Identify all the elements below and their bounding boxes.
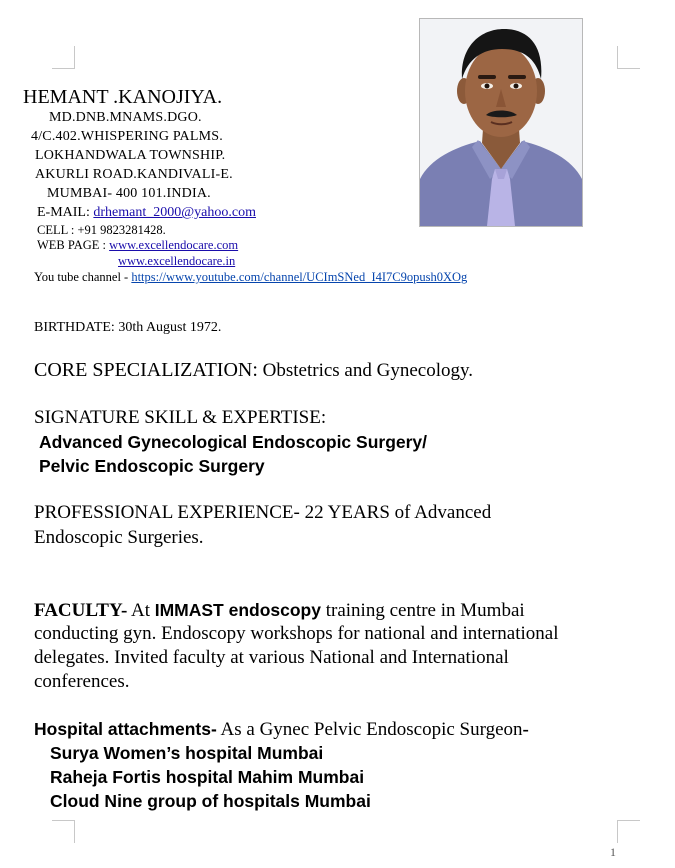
youtube-link[interactable]: https://www.youtube.com/channel/UCImSNed_I4I7C9opush0XOg [131,270,468,284]
core-value: Obstetrics and Gynecology. [257,360,473,381]
faculty-line-3: delegates. Invited faculty at various National and International [34,647,509,668]
cell-number: CELL : +91 9823281428. [37,223,166,237]
address-line-1: 4/C.402.WHISPERING PALMS. [31,129,223,144]
faculty-label: FACULTY- [34,600,128,621]
hospital-label: Hospital attachments- [34,719,217,739]
hospital-attachments [34,717,529,742]
crop-mark-top-left [52,46,75,69]
degrees: MD.DNB.MNAMS.DGO. [49,110,202,125]
faculty-line-2: conducting gyn. Endoscopy workshops for national and international [34,623,559,644]
experience-line-2: Endoscopic Surgeries. [34,527,204,548]
website-link-2[interactable]: www.excellendocare.in [118,254,236,268]
youtube-row [34,270,467,285]
profile-photo [419,18,583,227]
webpage-row [37,238,238,253]
profile-photo-illustration [420,19,582,226]
hospital-item-2: Raheja Fortis hospital Mahim Mumbai [50,767,365,787]
address-line-3: AKURLI ROAD.KANDIVALI-E. [35,167,233,182]
signature-line-2: Pelvic Endoscopic Surgery [39,456,265,476]
core-specialization [34,358,473,383]
email-row [37,205,256,221]
webpage-separator: : [102,238,106,252]
faculty-text-b: training centre in Mumbai [320,600,525,621]
birthdate: BIRTHDATE: 30th August 1972. [34,320,222,335]
email-link[interactable]: drhemant_2000@yahoo.com [93,205,256,220]
webpage-label: WEB PAGE [37,238,100,252]
crop-mark-top-right [617,46,640,69]
hospital-dash: - [522,719,529,740]
faculty-immast: IMMAST endoscopy [154,600,321,620]
faculty-text-a: At [127,600,155,621]
hospital-text: As a Gynec Pelvic Endoscopic Surgeon [216,719,523,740]
faculty-line-1 [34,598,525,623]
email-label: E-MAIL: [37,205,90,220]
page-number: 1 [610,845,616,859]
address-line-2: LOKHANDWALA TOWNSHIP. [35,148,226,163]
website-row-2 [118,254,235,269]
person-name: HEMANT .KANOJIYA. [23,86,223,108]
youtube-label: You tube channel - [34,270,129,284]
signature-heading: SIGNATURE SKILL & EXPERTISE: [34,407,327,428]
hospital-item-3: Cloud Nine group of hospitals Mumbai [50,791,371,811]
hospital-item-1: Surya Women’s hospital Mumbai [50,743,324,763]
signature-line-1: Advanced Gynecological Endoscopic Surgery/ [39,432,428,452]
faculty-line-4: conferences. [34,671,130,692]
core-label: CORE SPECIALIZATION: [34,359,258,381]
crop-mark-bottom-left [52,820,75,843]
website-link-1[interactable]: www.excellendocare.com [109,238,239,252]
crop-mark-bottom-right [617,820,640,843]
experience-line-1: PROFESSIONAL EXPERIENCE- 22 YEARS of Advanced [34,502,492,523]
address-line-4: MUMBAI- 400 101.INDIA. [47,186,211,201]
